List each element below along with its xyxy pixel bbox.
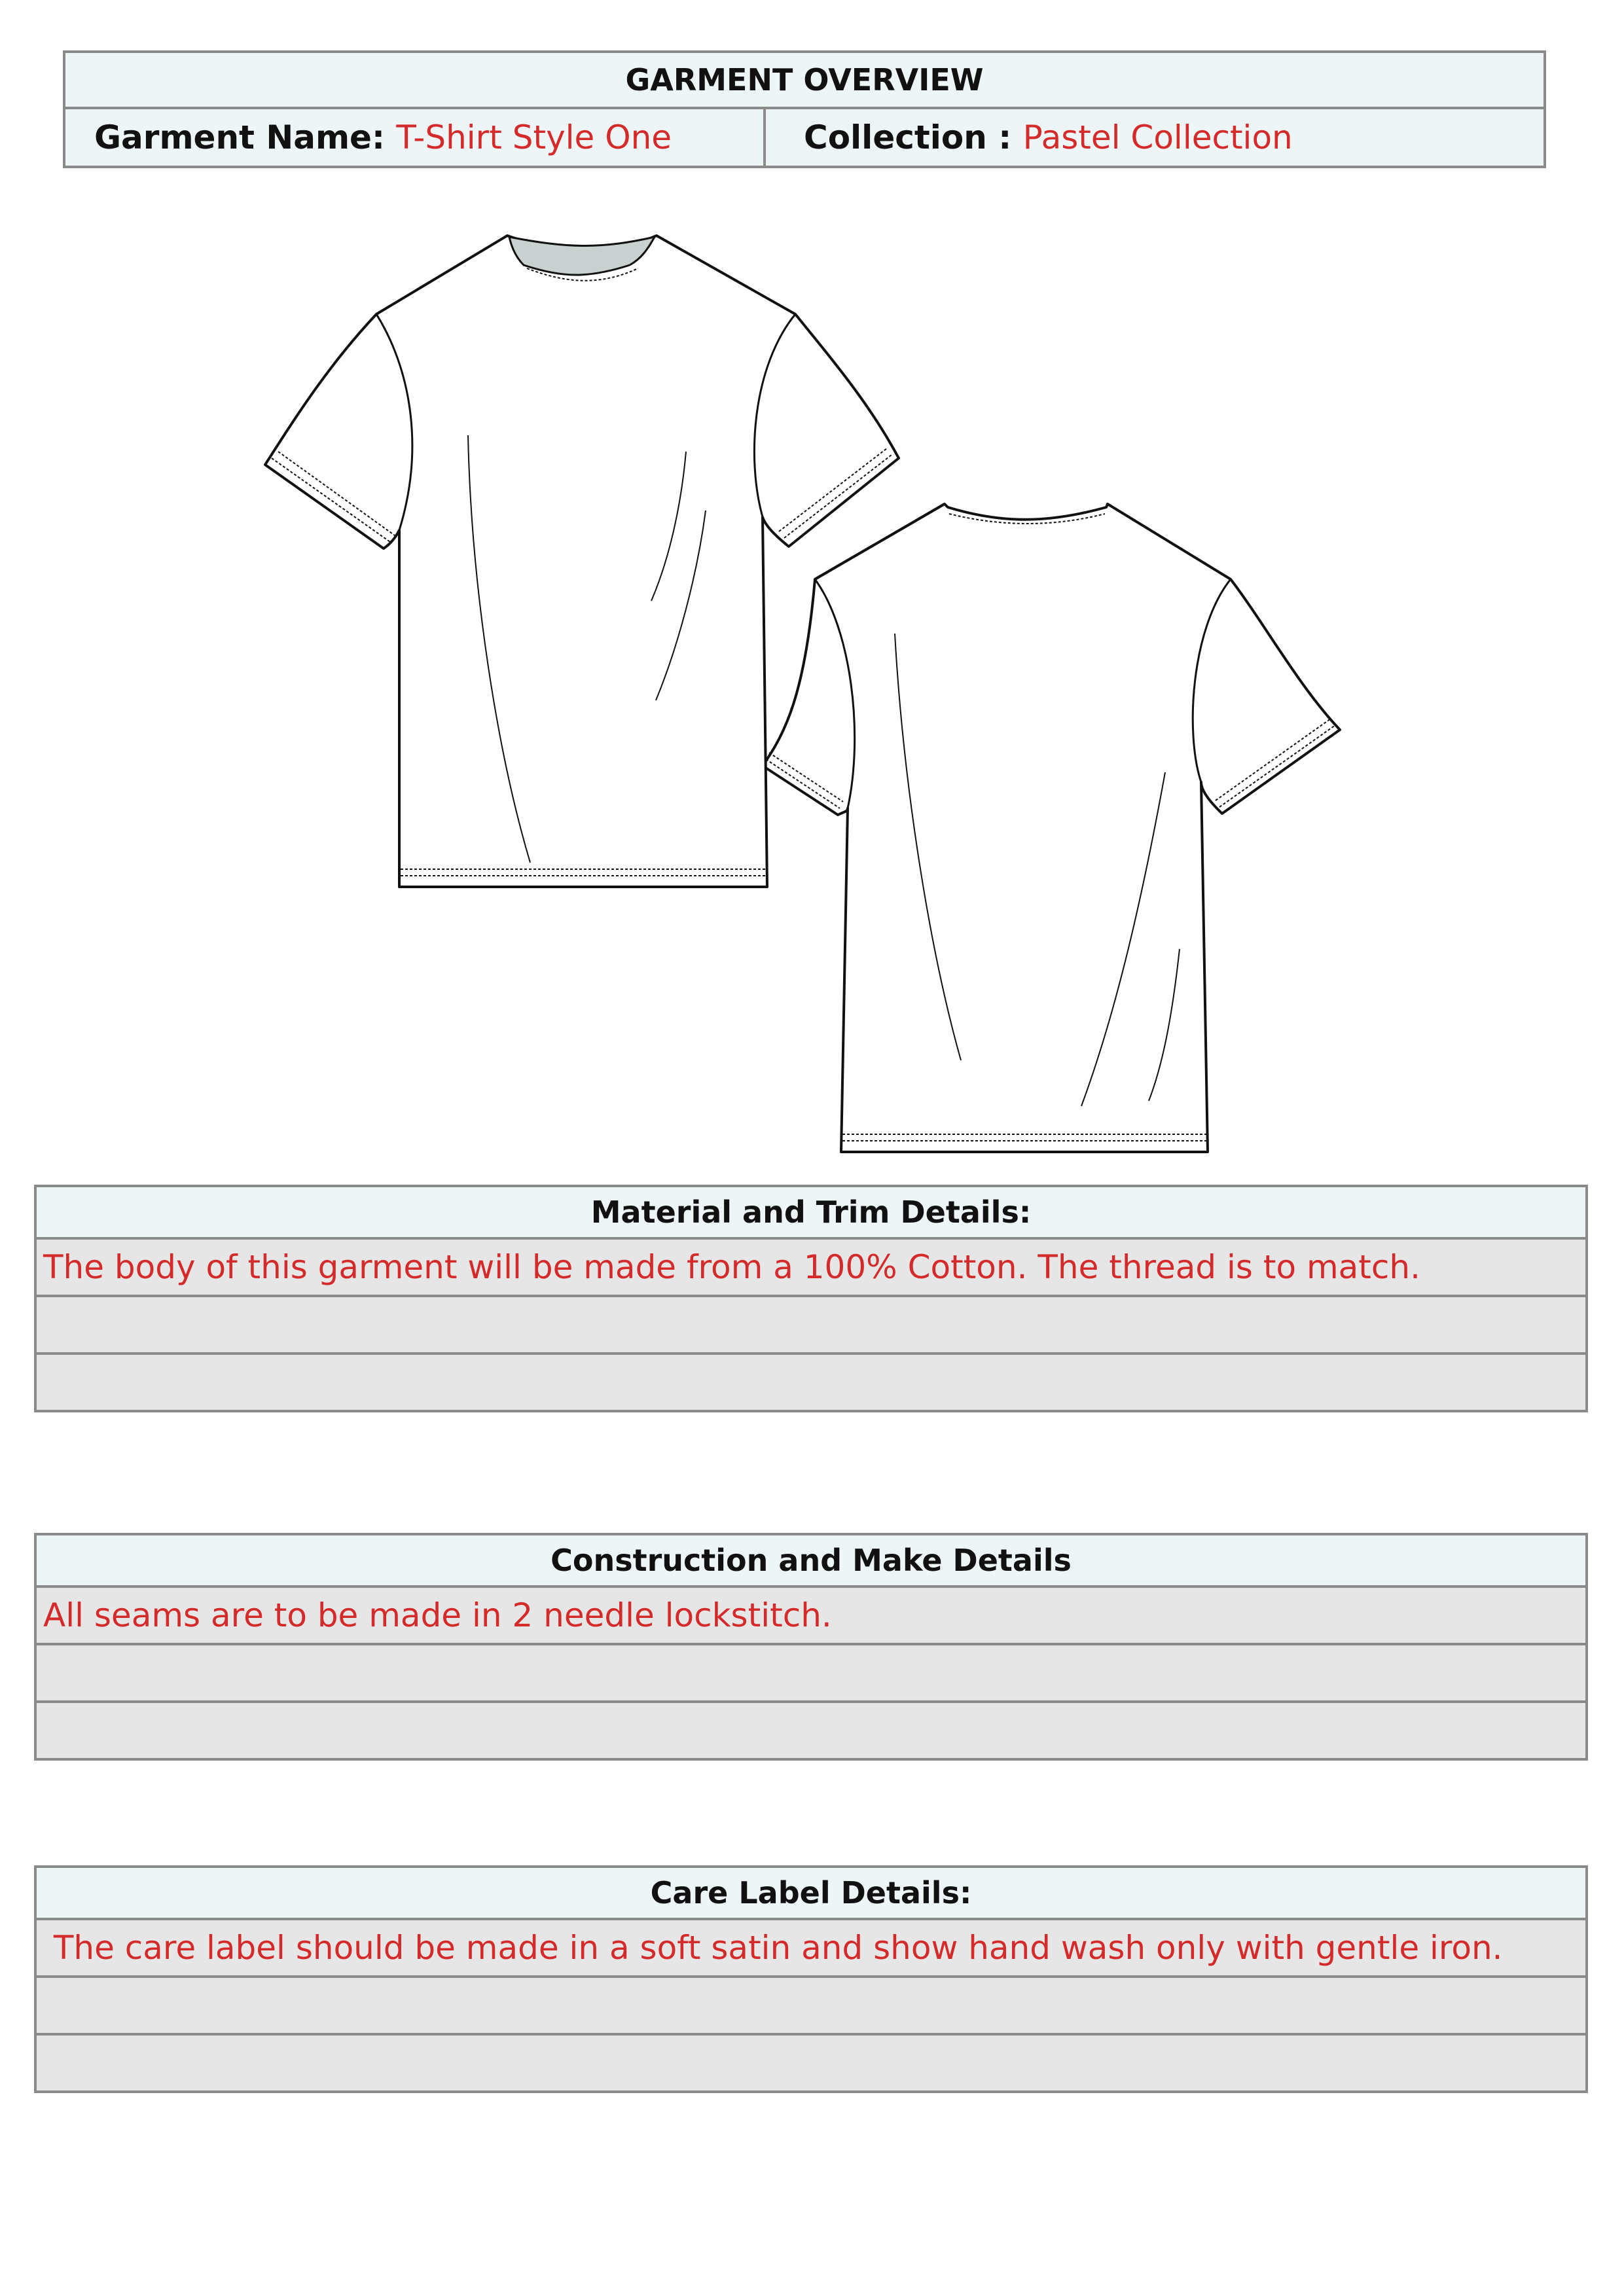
care-heading: Care Label Details: [34, 1865, 1588, 1920]
garment-name-label: Garment Name: [94, 118, 397, 156]
care-row [34, 2036, 1588, 2093]
material-heading: Material and Trim Details: [34, 1185, 1588, 1240]
construction-row [34, 1645, 1588, 1703]
construction-row: All seams are to be made in 2 needle lockstitch. [34, 1588, 1588, 1645]
care-row [34, 1978, 1588, 2036]
care-label-table [34, 1865, 1588, 2093]
collection-label: Collection : [804, 118, 1023, 156]
material-trim-table [34, 1185, 1588, 1412]
collection-value: Pastel Collection [1022, 118, 1293, 156]
material-row [34, 1355, 1588, 1412]
construction-row [34, 1703, 1588, 1761]
tshirt-back-view [763, 504, 1340, 1152]
construction-heading: Construction and Make Details [34, 1533, 1588, 1588]
care-row: The care label should be made in a soft satin and show hand wash only with gentle iron. [34, 1920, 1588, 1978]
material-row: The body of this garment will be made from a 100% Cotton. The thread is to match. [34, 1240, 1588, 1297]
overview-title: GARMENT OVERVIEW [65, 53, 1543, 109]
construction-make-table [34, 1533, 1588, 1761]
garment-name-value: T-Shirt Style One [396, 118, 672, 156]
material-row [34, 1297, 1588, 1355]
